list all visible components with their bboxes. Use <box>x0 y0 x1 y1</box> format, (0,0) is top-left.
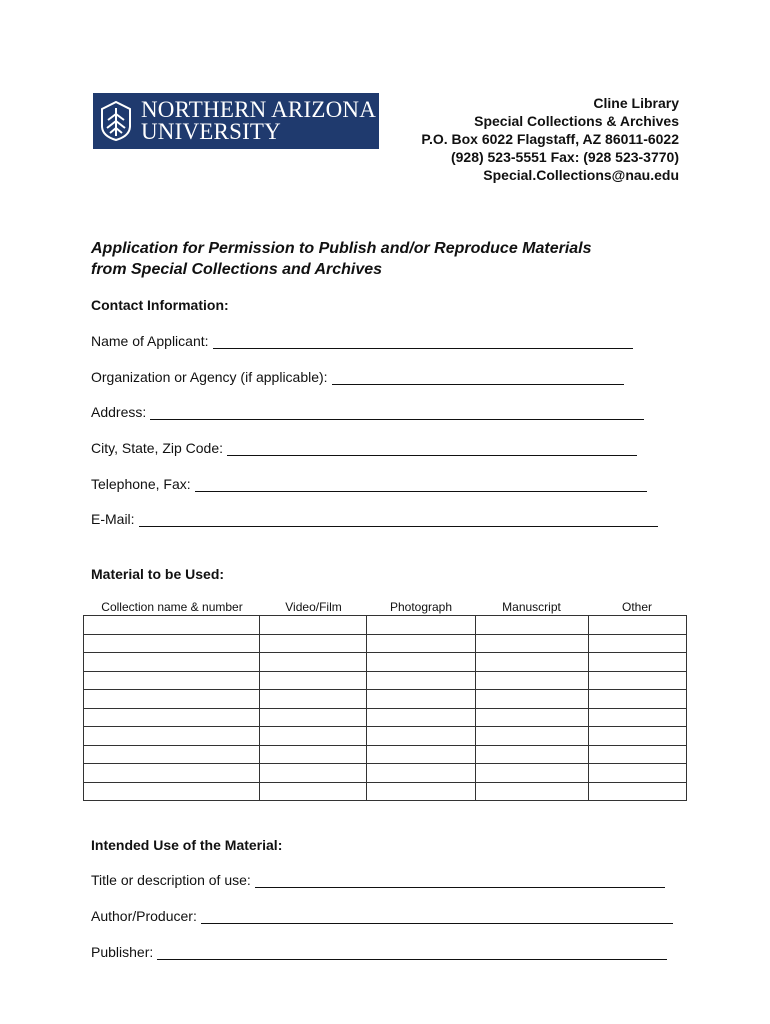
table-cell[interactable] <box>475 745 588 764</box>
organization-field[interactable] <box>91 369 624 385</box>
table-row <box>84 653 687 672</box>
table-row <box>84 616 687 635</box>
address-line: Cline Library <box>593 95 679 111</box>
pine-emblem-icon <box>99 100 133 142</box>
library-address <box>421 94 679 184</box>
title-description-field[interactable] <box>91 872 665 888</box>
input-line[interactable] <box>332 372 624 385</box>
field-label: Title or description of use: <box>91 872 251 888</box>
contact-heading: Contact Information: <box>91 297 229 313</box>
table-cell[interactable] <box>475 782 588 801</box>
table-cell[interactable] <box>588 764 686 783</box>
table-cell[interactable] <box>475 764 588 783</box>
column-header-photograph: Photograph <box>389 600 453 614</box>
table-cell[interactable] <box>475 634 588 653</box>
table-cell[interactable] <box>367 782 475 801</box>
table-cell[interactable] <box>367 764 475 783</box>
field-label: Publisher: <box>91 944 154 960</box>
table-cell[interactable] <box>475 727 588 746</box>
table-cell[interactable] <box>588 727 686 746</box>
address-field[interactable] <box>91 404 644 420</box>
table-cell[interactable] <box>475 653 588 672</box>
email-field[interactable] <box>91 511 658 527</box>
table-cell[interactable] <box>588 690 686 709</box>
table-cell[interactable] <box>84 653 260 672</box>
table-cell[interactable] <box>588 653 686 672</box>
table-cell[interactable] <box>588 634 686 653</box>
column-header-manuscript: Manuscript <box>502 600 561 614</box>
table-cell[interactable] <box>84 764 260 783</box>
table-cell[interactable] <box>588 616 686 635</box>
table-cell[interactable] <box>475 690 588 709</box>
name-field[interactable] <box>91 333 633 349</box>
input-line[interactable] <box>157 947 667 960</box>
table-cell[interactable] <box>367 634 475 653</box>
table-cell[interactable] <box>588 745 686 764</box>
form-title <box>91 238 691 280</box>
title-line2: from Special Collections and Archives <box>91 261 383 278</box>
table-row <box>84 764 687 783</box>
table-row <box>84 690 687 709</box>
table-cell[interactable] <box>84 634 260 653</box>
field-label: Organization or Agency (if applicable): <box>91 369 328 385</box>
table-cell[interactable] <box>260 634 367 653</box>
author-producer-field[interactable] <box>91 908 673 924</box>
publisher-field[interactable] <box>91 944 667 960</box>
table-cell[interactable] <box>260 745 367 764</box>
field-label: Name of Applicant: <box>91 333 209 349</box>
table-cell[interactable] <box>475 708 588 727</box>
table-cell[interactable] <box>260 690 367 709</box>
table-row <box>84 708 687 727</box>
table-cell[interactable] <box>367 745 475 764</box>
materials-table <box>83 615 687 801</box>
table-cell[interactable] <box>588 708 686 727</box>
table-cell[interactable] <box>260 671 367 690</box>
address-line: (928) 523-5551 Fax: (928 523-3770) <box>450 149 679 165</box>
intended-use-heading: Intended Use of the Material: <box>91 837 283 853</box>
table-cell[interactable] <box>367 671 475 690</box>
field-label: Address: <box>91 404 147 420</box>
telephone-fax-field[interactable] <box>91 476 647 492</box>
table-cell[interactable] <box>367 616 475 635</box>
column-header-video-film: Video/Film <box>285 600 342 614</box>
table-cell[interactable] <box>588 671 686 690</box>
table-cell[interactable] <box>588 782 686 801</box>
table-cell[interactable] <box>84 690 260 709</box>
material-heading: Material to be Used: <box>91 566 225 582</box>
field-label: Telephone, Fax: <box>91 476 191 492</box>
input-line[interactable] <box>255 875 665 888</box>
column-header-other: Other <box>621 600 652 614</box>
title-line1: Application for Permission to Publish and/or Reproduce Materials <box>91 240 592 257</box>
input-line[interactable] <box>227 443 637 456</box>
table-row <box>84 671 687 690</box>
table-cell[interactable] <box>84 782 260 801</box>
field-label: City, State, Zip Code: <box>91 440 224 456</box>
column-header-collection: Collection name & number <box>101 600 243 614</box>
address-line: Special.Collections@nau.edu <box>483 167 679 183</box>
table-row <box>84 727 687 746</box>
field-label: Author/Producer: <box>91 908 197 924</box>
table-cell[interactable] <box>260 782 367 801</box>
table-cell[interactable] <box>84 671 260 690</box>
table-cell[interactable] <box>84 616 260 635</box>
table-cell[interactable] <box>84 745 260 764</box>
table-row <box>84 782 687 801</box>
table-cell[interactable] <box>367 708 475 727</box>
table-row <box>84 634 687 653</box>
table-cell[interactable] <box>260 616 367 635</box>
input-line[interactable] <box>201 911 673 924</box>
table-cell[interactable] <box>260 764 367 783</box>
nau-logo <box>93 93 379 149</box>
table-cell[interactable] <box>475 671 588 690</box>
input-line[interactable] <box>195 479 647 492</box>
table-cell[interactable] <box>260 727 367 746</box>
field-label: E-Mail: <box>91 511 135 527</box>
table-cell[interactable] <box>475 616 588 635</box>
input-line[interactable] <box>150 407 644 420</box>
table-cell[interactable] <box>84 708 260 727</box>
table-cell[interactable] <box>260 708 367 727</box>
logo-line2: UNIVERSITY <box>141 119 281 144</box>
table-row <box>84 745 687 764</box>
table-cell[interactable] <box>367 690 475 709</box>
address-line: P.O. Box 6022 Flagstaff, AZ 86011-6022 <box>421 131 679 147</box>
logo-line1: NORTHERN ARIZONA <box>141 97 377 122</box>
table-cell[interactable] <box>84 727 260 746</box>
address-line: Special Collections & Archives <box>474 113 679 129</box>
table-cell[interactable] <box>260 653 367 672</box>
input-line[interactable] <box>139 514 658 527</box>
table-cell[interactable] <box>367 727 475 746</box>
table-cell[interactable] <box>367 653 475 672</box>
city-state-zip-field[interactable] <box>91 440 637 456</box>
logo-wordmark <box>141 99 376 143</box>
input-line[interactable] <box>213 336 633 349</box>
